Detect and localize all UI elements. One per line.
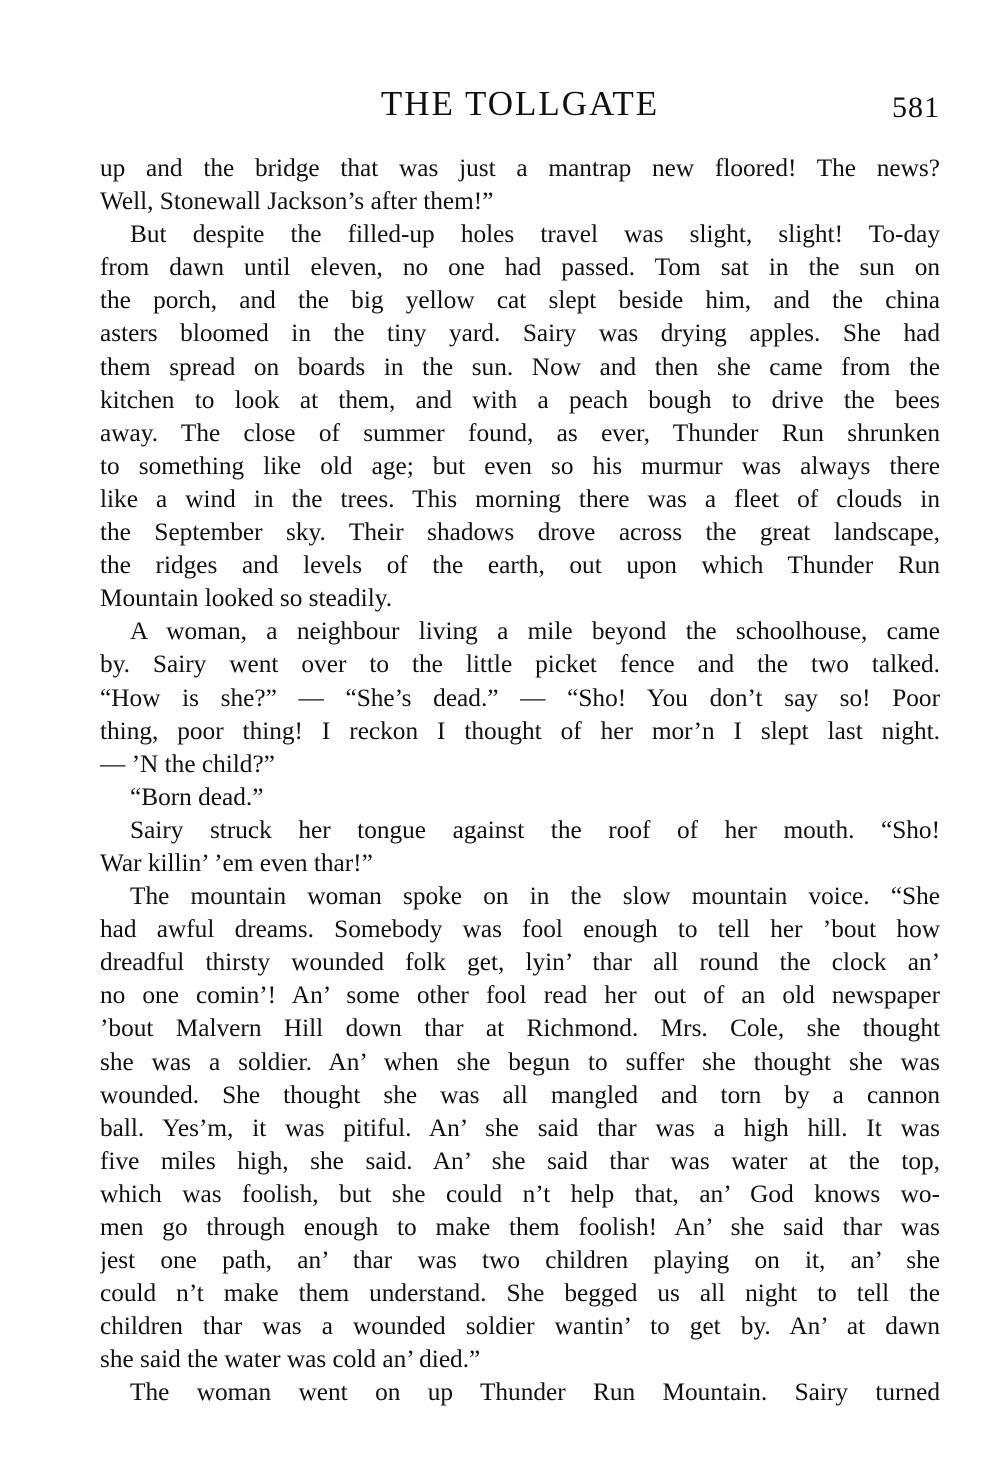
text-line: could n’t make them understand. She begged us all night to tell the — [100, 1279, 940, 1308]
text-line: five miles high, she said. An’ she said thar was water at the top, — [100, 1146, 940, 1175]
text-line: thing, poor thing! I reckon I thought of her mor’n I slept last night. — [100, 716, 940, 745]
text-line: men go through enough to make them foolish! An’ she said thar was — [100, 1213, 940, 1241]
text-line: up and the bridge that was just a mantrap new floored! The news? — [100, 154, 940, 182]
text-line: to something like old age; but even so his murmur was always there — [100, 451, 940, 480]
text-line: Mountain looked so steadily. — [100, 584, 393, 613]
text-line: — ’N the child?” — [100, 749, 275, 778]
text-line: had awful dreams. Somebody was fool enough to tell her ’bout how — [100, 915, 940, 944]
text-line: The mountain woman spoke on in the slow mountain voice. “She — [130, 882, 940, 911]
body-text — [100, 152, 940, 1410]
page-number: 581 — [892, 91, 940, 124]
chapter-title: THE TOLLGATE — [380, 84, 660, 123]
text-line: War killin’ ’em even thar!” — [100, 848, 373, 877]
text-line: dreadful thirsty wounded folk get, lyin’ thar all round the clock an’ — [100, 948, 940, 977]
text-line: “Born dead.” — [130, 782, 264, 811]
text-line: away. The close of summer found, as ever, Thunder Run shrunken — [100, 418, 940, 447]
text-line: wounded. She thought she was all mangled and torn by a cannon — [100, 1080, 940, 1109]
text-line: A woman, a neighbour living a mile beyond the schoolhouse, came — [130, 617, 940, 646]
text-line: the porch, and the big yellow cat slept beside him, and the china — [100, 286, 940, 315]
text-line: no one comin’! An’ some other fool read her out of an old newspaper — [100, 981, 940, 1010]
text-line: The woman went on up Thunder Run Mountain. Sairy turned — [130, 1378, 940, 1407]
text-line: she was a soldier. An’ when she begun to suffer she thought she was — [100, 1047, 940, 1076]
text-line: the September sky. Their shadows drove across the great landscape, — [100, 518, 940, 547]
text-line: ’bout Malvern Hill down thar at Richmond. Mrs. Cole, she thought — [100, 1014, 940, 1043]
text-line: But despite the filled-up holes travel was slight, slight! To-day — [130, 220, 940, 249]
text-line: by. Sairy went over to the little picket fence and the two talked. — [100, 650, 940, 679]
text-line: children thar was a wounded soldier wantin’ to get by. An’ at dawn — [100, 1312, 940, 1341]
text-line: like a wind in the trees. This morning there was a fleet of clouds in — [100, 484, 940, 513]
text-line: Sairy struck her tongue against the roof of her mouth. “Sho! — [130, 815, 940, 844]
text-line: from dawn until eleven, no one had passed. Tom sat in the sun on — [100, 253, 940, 282]
text-line: jest one path, an’ thar was two children playing on it, an’ she — [100, 1246, 940, 1275]
text-line: them spread on boards in the sun. Now and then she came from the — [100, 352, 940, 381]
text-line: she said the water was cold an’ died.” — [100, 1345, 481, 1374]
text-line: asters bloomed in the tiny yard. Sairy was drying apples. She had — [100, 319, 940, 348]
text-line: kitchen to look at them, and with a peach bough to drive the bees — [100, 385, 940, 414]
text-line: which was foolish, but she could n’t help that, an’ God knows wo- — [100, 1179, 940, 1208]
text-line: the ridges and levels of the earth, out upon which Thunder Run — [100, 551, 940, 580]
text-line: “How is she?” — “She’s dead.” — “Sho! You don’t say so! Poor — [100, 683, 940, 712]
text-line: ball. Yes’m, it was pitiful. An’ she said thar was a high hill. It was — [100, 1113, 940, 1142]
text-line: Well, Stonewall Jackson’s after them!” — [100, 187, 494, 216]
running-head — [100, 82, 940, 132]
